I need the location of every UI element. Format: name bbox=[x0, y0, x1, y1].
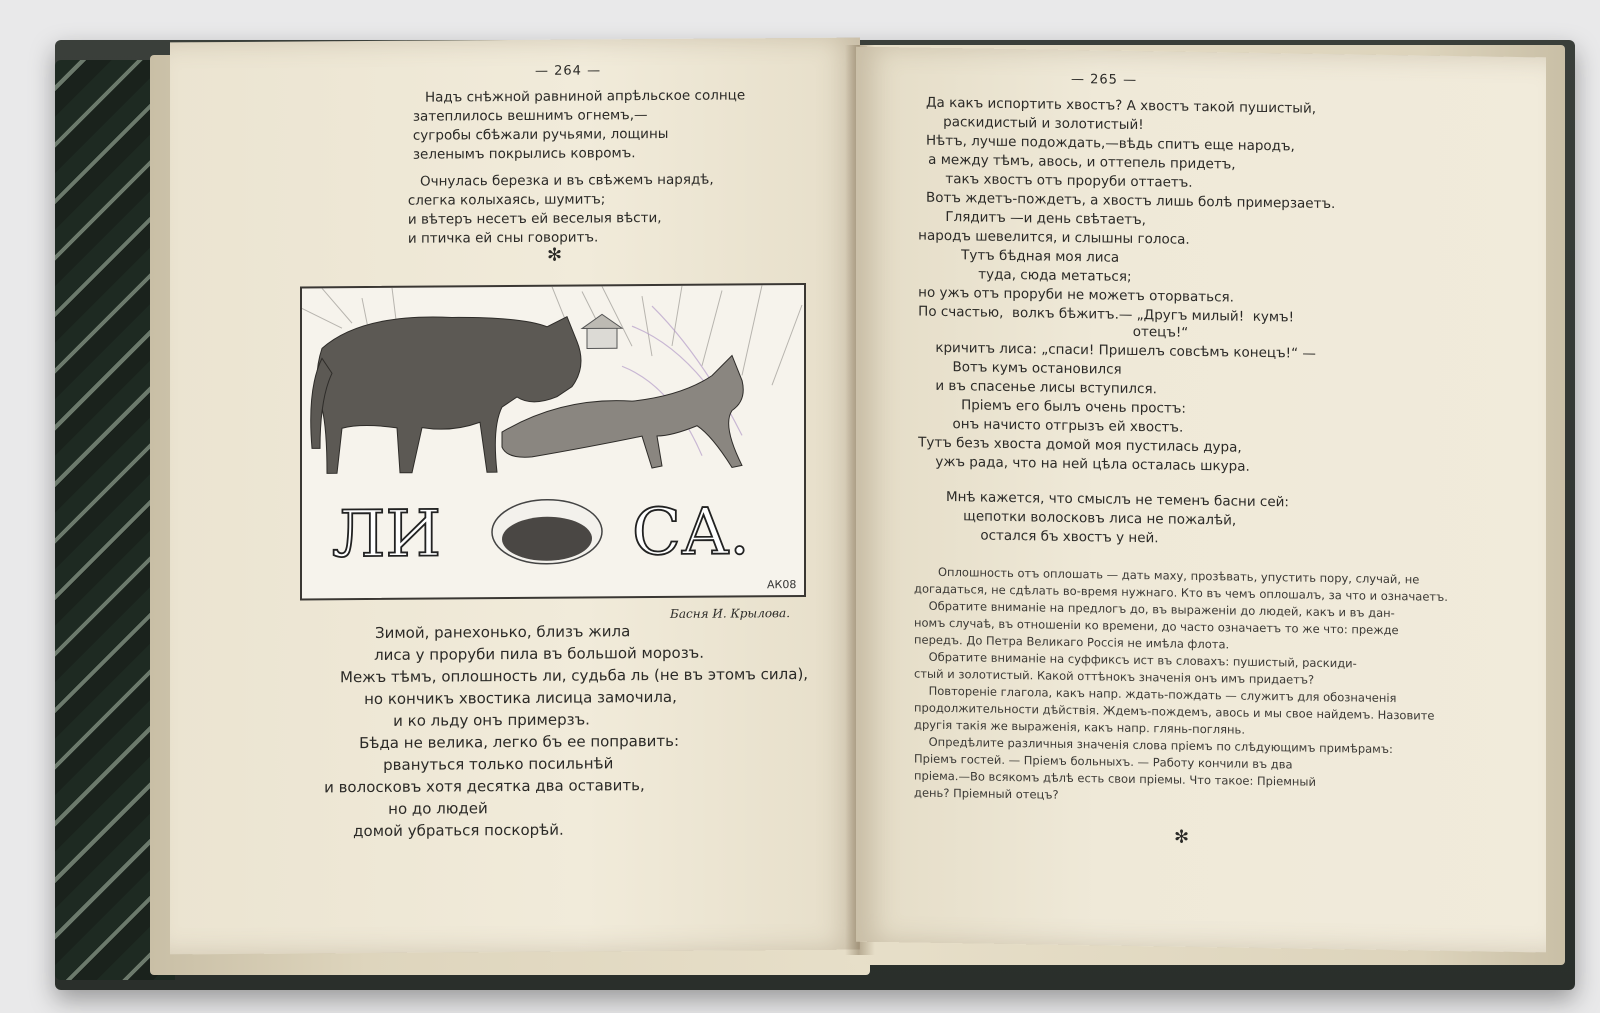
fable-line: домой убраться поскорѣй. bbox=[315, 820, 564, 841]
fable-line: но ужъ отъ проруби не можетъ оторваться. bbox=[901, 284, 1234, 306]
note-line: передъ. До Петра Великаго Россія не имѣла флота. bbox=[914, 632, 1230, 652]
fable-line: Тутъ безъ хвоста домой моя пустилась дура, bbox=[901, 434, 1242, 456]
fable-line: и ко льду онъ примерзъ. bbox=[355, 710, 590, 731]
page-number-left: — 264 — bbox=[535, 63, 602, 79]
fable-line: Нѣтъ, лучше подождать,—вѣдь спитъ еще народъ, bbox=[926, 132, 1295, 155]
left-page bbox=[170, 38, 860, 955]
moral-line: щепотки волосковъ лиса не пожалѣй, bbox=[946, 507, 1237, 529]
note-line: Обратите вниманіе на суффиксъ ист въ словахъ: пушистый, раскиди- bbox=[914, 649, 1357, 671]
fable-line: Межъ тѣмъ, оплошность ли, судьба ль (не въ этомъ сила), bbox=[340, 664, 809, 687]
fable-line: и въ спасенье лисы вступился. bbox=[901, 377, 1157, 398]
fable-line: Вотъ кумъ остановился bbox=[901, 358, 1122, 378]
fable-line: народъ шевелится, и слышны голоса. bbox=[901, 227, 1190, 248]
illustration-title-part2: СА. bbox=[632, 495, 750, 571]
note-line: Повтореніе глагола, какъ напр. ждать-пождать — служитъ для обозначенія bbox=[914, 683, 1397, 706]
fable-line: ужъ рада, что на ней цѣла осталась шкура. bbox=[901, 453, 1250, 475]
note-line: Оплошность отъ оплошать — дать маху, прозѣвать, упустить пору, случай, не bbox=[938, 564, 1420, 587]
fable-line: По счастью, волкъ бѣжитъ.— „Другъ милый! кумъ! bbox=[901, 303, 1294, 326]
page-number-right: — 265 — bbox=[1071, 71, 1138, 88]
note-line: номъ случаѣ, въ отношеніи ко времени, до часто означаетъ то же что: прежде bbox=[914, 615, 1399, 638]
fable-line: Тутъ бѣдная моя лиса bbox=[901, 246, 1120, 266]
fable-line: отецъ!“ bbox=[901, 320, 1189, 341]
fable-line: онъ начисто отгрызъ ей хвостъ. bbox=[901, 415, 1184, 436]
moral-line: Мнѣ кажется, что смыслъ не теменъ басни сей: bbox=[946, 488, 1289, 511]
illustration-monogram: АК08 bbox=[767, 578, 797, 592]
poem-line: затеплилось вешнимъ огнемъ,— bbox=[400, 107, 648, 125]
fable-line: Глядитъ —и день свѣтаетъ, bbox=[911, 208, 1146, 229]
fable-line: но до людей bbox=[350, 799, 488, 819]
poem-line: и птичка ей сны говоритъ. bbox=[395, 229, 599, 247]
poem-line: сугробы сбѣжали ручьями, лощины bbox=[400, 125, 669, 144]
fable-line: и волосковъ хотя десятка два оставить, bbox=[305, 776, 645, 797]
moral-line: остался бъ хвостъ у ней. bbox=[946, 526, 1159, 547]
wolf-and-fox-image bbox=[302, 285, 804, 599]
note-line: день? Пріемный отецъ? bbox=[914, 785, 1059, 802]
note-line: пріема.—Во всякомъ дѣлѣ есть свои пріемы. Что такое: Пріемный bbox=[914, 768, 1316, 789]
note-line: продолжительности дѣйствія. Ждемъ-пождемъ, авось и мы свое найдемъ. Назовите bbox=[914, 700, 1435, 723]
fable-line: лиса у проруби пила въ большой морозъ. bbox=[355, 643, 705, 665]
poem-line: и вѣтеръ несетъ ей веселыя вѣсти, bbox=[395, 209, 662, 228]
note-line: Пріемъ гостей. — Пріемъ больныхъ. — Работу кончили въ два bbox=[914, 751, 1293, 772]
fable-line: Зимой, ранехонько, близъ жила bbox=[375, 622, 631, 642]
fable-line: но кончикъ хвостика лисица замочила, bbox=[345, 687, 677, 709]
note-line: догадаться, не сдѣлать во-время нужнаго. Кто въ чемъ оплошалъ, за что и означаетъ. bbox=[914, 581, 1448, 604]
right-page bbox=[856, 47, 1546, 953]
fable-line: а между тѣмъ, авось, и оттепель придетъ, bbox=[911, 151, 1236, 173]
fable-line: Да какъ испортить хвостъ? А хвостъ такой пушистый, bbox=[926, 94, 1317, 117]
note-line: другія такія же выраженія, какъ напр. глянь-поглянь. bbox=[914, 717, 1245, 737]
fable-line: Пріемъ его былъ очень простъ: bbox=[901, 396, 1186, 417]
note-line: стый и золотистый. Какой оттѣнокъ значенія онъ имъ придаетъ? bbox=[914, 666, 1315, 687]
poem-line: зеленымъ покрылись ковромъ. bbox=[400, 145, 636, 163]
note-line: Опредѣлите различныя значенія слова пріемъ по слѣдующимъ примѣрамъ: bbox=[914, 734, 1393, 757]
poem-line: слегка колыхаясь, шумитъ; bbox=[395, 191, 606, 209]
fable-illustration bbox=[300, 283, 806, 601]
fable-line: Вотъ ждетъ-пождетъ, а хвостъ лишь болѣ примерзаетъ. bbox=[926, 189, 1336, 213]
fable-line: Бѣда не велика, легко бъ ее поправить: bbox=[340, 731, 680, 753]
poem-line: Надъ снѣжной равниной апрѣльское солнце bbox=[425, 87, 746, 106]
ornament-star-icon: ✻ bbox=[1174, 826, 1190, 848]
fable-caption: Басня И. Крылова. bbox=[670, 606, 791, 621]
note-line: Обратите вниманіе на предлогъ до, въ выраженіи до людей, какъ и въ дан- bbox=[914, 598, 1395, 621]
poem-line: Очнулась березка и въ свѣжемъ нарядѣ, bbox=[420, 171, 714, 190]
fable-line: рвануться только посильнѣй bbox=[345, 754, 614, 775]
fable-line: кричитъ лиса: „спаси! Пришелъ совсѣмъ конецъ!“ — bbox=[901, 339, 1316, 362]
fable-line: раскидистый и золотистый! bbox=[926, 113, 1144, 134]
fable-line: туда, сюда метаться; bbox=[901, 265, 1132, 285]
illustration-title-part1: ЛИ bbox=[332, 497, 442, 573]
fable-line: такъ хвостъ отъ проруби оттаетъ. bbox=[911, 170, 1193, 191]
ornament-star-icon: ✻ bbox=[547, 244, 563, 266]
